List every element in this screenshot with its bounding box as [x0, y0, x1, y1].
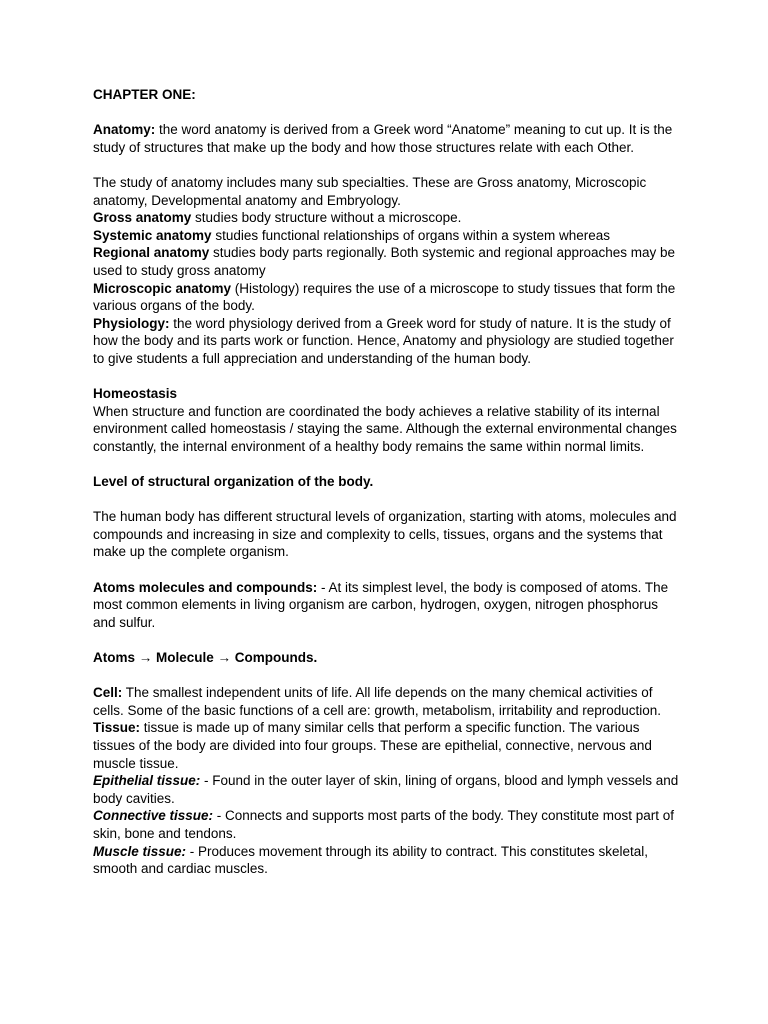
anatomy-paragraph: [93, 121, 681, 156]
regional-anatomy-text: studies body parts regionally. Both systemic and regional approaches may be used to study gross anatomy: [93, 245, 676, 278]
atoms-paragraph: [93, 579, 681, 632]
microscopic-anatomy-text: (Histology) requires the use of a microscope to study tissues that form the various organs of the body.: [93, 280, 676, 314]
subspecialties-paragraph: The study of anatomy includes many sub specialties. These are Gross anatomy, Microscopic anatomy, Developmental anatomy and Embryology.: [93, 174, 647, 208]
spacer: [93, 455, 681, 473]
regional-anatomy-paragraph: [93, 244, 681, 279]
spacer: [93, 368, 681, 386]
physiology-paragraph: [93, 315, 681, 368]
cell-paragraph: [93, 684, 681, 719]
spacer: [93, 491, 681, 509]
tissue-text: tissue is made up of many similar cells that perform a specific function. The various tissues of the body are divided into four groups. These are epithelial, connective, nervous and muscle tissue.: [93, 720, 652, 771]
connective-text: - Connects and supports most parts of the body. They constitute most part of skin, bone and tendons.: [93, 808, 675, 841]
systemic-anatomy-term: Systemic anatomy: [93, 227, 212, 243]
anatomy-term: Anatomy:: [93, 122, 156, 138]
homeostasis-heading: Homeostasis: [93, 386, 178, 402]
gross-anatomy-paragraph: [93, 209, 681, 227]
spacer: [93, 631, 681, 649]
organization-sequence: Atoms → Molecule → Compounds.: [93, 650, 318, 665]
atoms-text: - At its simplest level, the body is composed of atoms. The most common elements in living organism are carbon, hydrogen, oxygen, nitrogen phosphorus and sulfur.: [93, 579, 669, 630]
levels-paragraph: The human body has different structural levels of organization, starting with atoms, molecules and compounds and increasing in size and complexity to cells, tissues, organs and the systems that make up the complete organism.: [93, 509, 677, 560]
spacer: [93, 104, 681, 122]
microscopic-anatomy-paragraph: [93, 280, 681, 315]
physiology-text: the word physiology derived from a Greek word for study of nature. It is the study of how the body and its parts work or function. Hence, Anatomy and physiology are studied together to give students a full appreciation and understanding of the human body.: [93, 315, 674, 366]
microscopic-anatomy-term: Microscopic anatomy: [93, 280, 232, 296]
cell-text: The smallest independent units of life. All life depends on the many chemical activities of cells. Some of the basic functions of a cell are: growth, metabolism, irritability and reproduction.: [93, 685, 662, 718]
physiology-term: Physiology:: [93, 315, 170, 331]
tissue-paragraph: [93, 719, 681, 772]
levels-heading: Level of structural organization of the body.: [93, 474, 374, 490]
anatomy-text: the word anatomy is derived from a Greek word “Anatome” meaning to cut up. It is the study of structures that make up the body and how those structures relate with each Other.: [93, 122, 673, 155]
cell-term: Cell:: [93, 685, 123, 701]
muscle-term: Muscle tissue:: [93, 843, 187, 859]
document-page: [93, 86, 681, 878]
muscle-text: - Produces movement through its ability to contract. This constitutes skeletal, smooth and cardiac muscles.: [93, 843, 648, 877]
muscle-paragraph: [93, 843, 681, 878]
spacer: [93, 156, 681, 174]
homeostasis-paragraph: When structure and function are coordinated the body achieves a relative stability of its internal environment called homeostasis / staying the same. Although the external environmental changes constantly, the internal environment of a healthy body remains the same within normal limits.: [93, 403, 677, 454]
systemic-anatomy-text: studies functional relationships of organs within a system whereas: [211, 227, 611, 243]
chapter-title: CHAPTER ONE:: [93, 87, 196, 102]
connective-paragraph: [93, 807, 681, 842]
gross-anatomy-text: studies body structure without a microscope.: [191, 210, 462, 226]
epithelial-paragraph: [93, 772, 681, 807]
spacer: [93, 667, 681, 685]
regional-anatomy-term: Regional anatomy: [93, 245, 210, 261]
gross-anatomy-term: Gross anatomy: [93, 210, 192, 226]
epithelial-text: - Found in the outer layer of skin, lining of organs, blood and lymph vessels and body cavities.: [93, 773, 679, 806]
tissue-term: Tissue:: [93, 720, 141, 736]
connective-term: Connective tissue:: [93, 808, 214, 824]
systemic-anatomy-paragraph: [93, 227, 681, 245]
epithelial-term: Epithelial tissue:: [93, 773, 201, 789]
spacer: [93, 561, 681, 579]
atoms-term: Atoms molecules and compounds:: [93, 579, 318, 595]
